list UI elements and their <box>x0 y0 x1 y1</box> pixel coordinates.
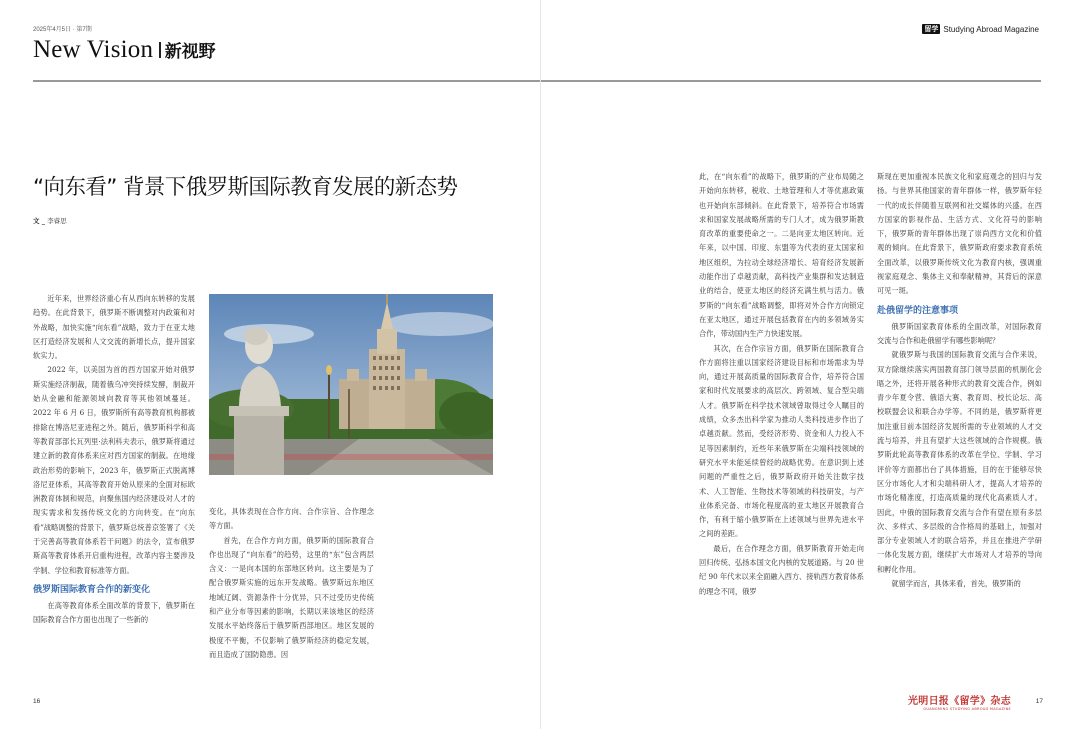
paragraph: 俄罗斯国家教育体系的全面改革，对国际教育交流与合作和赴俄留学有哪些影响呢？ <box>877 321 1042 345</box>
paragraph: 此，在“向东看”的战略下，俄罗斯的产业布局随之开始向东转移，税收、土地管理和人才等优惠政策也开始向东部倾斜。在此背景下，培养符合市场需求和国家发展战略所需的专门人才，成为俄罗斯教育改革的重要使命之一。二是向亚太地区转向。近年来，以中国、印度、东盟等为代表的亚太国家和地区组织，为拉动全球经济增长、培育经济发展新动能作出了卓越贡献，高科技产业集群和发达制造业的结合，使亚太地区的经济充满生机与活力。俄罗斯的“向东看”战略调整，即将对外合作方向锁定在亚太地区，通过开展包括教育在内的多领域务实合作，带动国内生产力快速发展。 <box>699 172 864 339</box>
byline-prefix: 文 _ <box>33 217 46 225</box>
magazine-logo-icon: 留学 <box>924 26 939 33</box>
text-column-1 <box>33 292 195 687</box>
footer-logo-subtext: GUANGMING STUDYING ABROAD MAGAZINE <box>923 707 1011 711</box>
text-column-4 <box>877 170 1042 687</box>
paragraph: 就留学而言，具体来看，首先，俄罗斯的 <box>891 579 1021 589</box>
text-column-3 <box>699 170 864 687</box>
paragraph: 2022 年，以美国为首的西方国家开始对俄罗斯实施经济制裁，随着俄乌冲突持续发酵，制裁开始从金融和能源领域向教育等其他领域蔓延。2022 年 6 月 6 日，俄罗斯所有高等教育机构都被排除在博洛尼亚进程之外。随后，俄罗斯科学和高等教育部部长瓦列里·法利科夫表示，俄罗斯将通过建立新的教育体系来应对西方国家的制裁。在地缘政治形势的影响下，2023 年，俄罗斯正式脱离博洛尼亚体系，其高等教育开始从原来的全面对标欧洲教育体制和规范，向聚焦国内经济建设对人才的现实需求和发扬传统文化的方向转变。在“向东看”战略调整的背景下，俄罗斯总统普京签署了《关于完善高等教育体系若干问题》的法令，宣布俄罗斯高等教育体系开启重构进程，改革内容主要涉及学制、学位和教育标准等方面。 <box>33 365 195 575</box>
footer-logo-text: 光明日报《留学》杂志 <box>908 696 1011 707</box>
magazine-header <box>922 24 1039 34</box>
column-title-cn: 新视野 <box>164 42 216 62</box>
footer-magazine-logo <box>908 692 1011 711</box>
magazine-name: Studying Abroad Magazine <box>943 24 1039 34</box>
header-rule <box>541 80 1041 82</box>
paragraph: 首先，在合作方向方面，俄罗斯的国际教育合作也出现了“向东看”的趋势，这里的“东”包含两层含义：一是向本国的东部地区转向。这主要是为了配合俄罗斯实施的远东开发战略。俄罗斯远东地区地域辽阔、资源条件十分优异，只不过受历史传统和产业分布等因素的影响，长期以来该地区的经济发展水平始终落后于俄罗斯西部地区。地区发展的极度不平衡，不仅影响了俄罗斯经济的稳定发展，而且造成了国防隐患。因 <box>209 535 374 659</box>
page-number-right: 17 <box>1035 698 1043 705</box>
msu-photo <box>209 294 493 475</box>
byline <box>33 216 67 225</box>
column-title-en: New Vision <box>33 36 154 63</box>
text-column-2 <box>209 505 374 687</box>
column-divider <box>159 42 161 58</box>
column-header <box>33 36 216 64</box>
author-name: 李睿思 <box>47 217 67 225</box>
paragraph: 变化，具体表现在合作方向、合作宗旨、合作理念等方面。 <box>209 507 374 531</box>
issue-date: 2025年4月5日 · 第7期 <box>33 27 92 33</box>
paragraph: 最后，在合作理念方面，俄罗斯教育开始走向回归传统、弘扬本国文化内核的发展道路。与 20 世纪 90 年代末以来全面融入西方、接轨西方教育体系的理念不同，俄罗 <box>699 543 864 596</box>
right-page <box>540 0 1080 729</box>
paragraph: 就俄罗斯与我国的国际教育交流与合作来说，双方除继续落实两国教育部门领导层面的机制化会晤之外，还将开展各种形式的教育交流合作，例如青少年夏令营、俄语大赛、教育周、校长论坛、高校联盟会议和联合办学等。不同的是，俄罗斯将更加注重目前本国经济发展所需的专业领域的人才交流与培养，并且有望扩大这些领域的合作规模。俄罗斯此轮高等教育体系的改革在学位、学制、学习评价等方面都出台了具体措施，目的在于能够尽快区分市场化人才和尖端科研人才，提高人才培养的市场化精准度，打造高质量的现代化高素质人才。因此，中俄的国际教育交流与合作有望在原有多层次、多样式、多层级的合作格局的基础上，加强对部分专业领域人才的联合培养，并且在推进产学研一体化发展方面，继续扩大市场对人才培养的导向和孵化作用。 <box>877 350 1042 574</box>
header-rule <box>33 80 540 82</box>
section-heading: 赴俄留学的注意事项 <box>877 305 959 316</box>
paragraph: 近年来，世界经济重心有从西向东转移的发展趋势。在此背景下，俄罗斯不断调整对内政策和对外战略，加快实施“向东看”战略，致力于在亚太地区打造经济发展和人文交流的新增长点，提升国家软实力。 <box>33 294 195 361</box>
section-heading: 俄罗斯国际教育合作的新变化 <box>33 584 151 595</box>
article-title: “向东看” 背景下俄罗斯国际教育发展的新态势 <box>33 175 458 200</box>
paragraph: 其次，在合作宗旨方面，俄罗斯在国际教育合作方面将注重以国家经济建设目标和市场需求为导向，通过开展高质量的国际教育合作，培养符合国家和时代发展要求的高层次、跨领域、复合型尖端人才。俄罗斯在科学技术领域曾取得过令人瞩目的成绩，众多杰出科学家为推动人类科技进步作出了卓越贡献。然而，受经济形势、资金和人力投入不足等因素制约，近些年来俄罗斯在尖端科技领域的研究水平未能延续曾经的战略优势。在意识到上述问题的严重性之后，俄罗斯政府开始关注数字技术、人工智能、生物技术等领域的科技研发，与产业体系完备、市场化程度高的亚太地区开展教育合作，有利于缩小俄罗斯在上述领域与世界先进水平之间的差距。 <box>699 343 864 539</box>
paragraph: 斯现在更加重视本民族文化和家庭观念的回归与发扬。与世界其他国家的青年群体一样，俄罗斯年轻一代的成长伴随着互联网和社交媒体的兴盛。在西方国家的影视作品、生活方式、文化符号的影响下，俄罗斯的青年群体出现了崇尚西方文化和价值观的倾向。在此背景下，俄罗斯政府要求教育系统全面改革，以俄罗斯传统文化为教育内核，强调重视家庭观念、集体主义和奉献精神，其背后的深意可见一斑。 <box>877 172 1042 296</box>
paragraph: 在高等教育体系全面改革的背景下，俄罗斯在国际教育合作方面也出现了一些新的 <box>33 600 195 625</box>
msu-photo-illustration <box>209 294 493 475</box>
page-number-left: 16 <box>33 698 41 705</box>
